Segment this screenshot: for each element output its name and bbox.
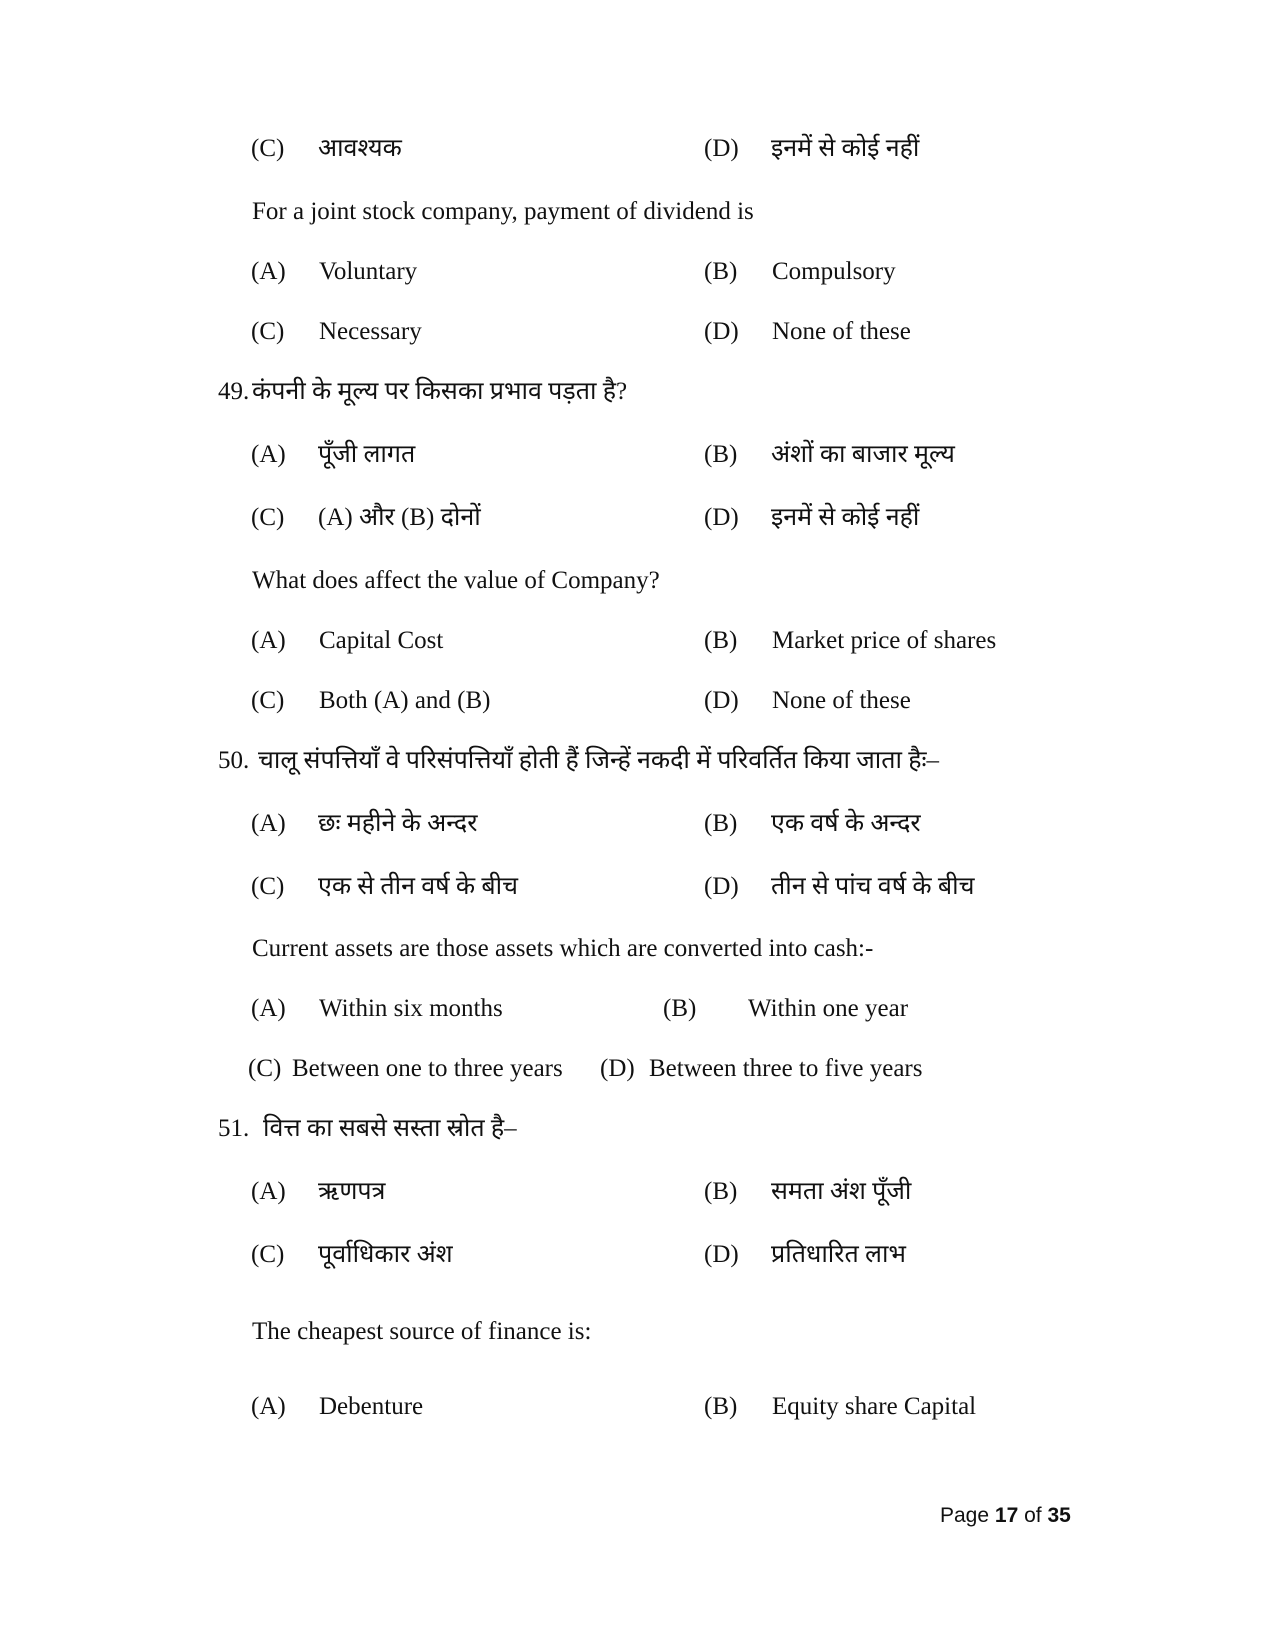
option-marker: (D) [704,1241,739,1268]
q48-en-option-b: Compulsory [772,258,896,285]
q49-hi-option-c: (A) और (B) दोनों [318,504,481,531]
q48-en-option-d: None of these [772,318,911,345]
option-marker: (B) [704,1393,738,1420]
q50-hi-option-c: एक से तीन वर्ष के बीच [318,873,518,900]
footer-total-pages: 35 [1047,1504,1071,1527]
footer-prefix: Page [940,1504,995,1527]
option-marker: (C) [251,1241,285,1268]
option-marker: (A) [251,441,286,468]
q49-hi-option-d: इनमें से कोई नहीं [771,504,920,531]
option-marker: (A) [251,258,286,285]
option-marker: (B) [704,1178,738,1205]
q51-hi-option-b: समता अंश पूँजी [771,1178,912,1205]
option-marker: (A) [251,627,286,654]
option-marker: (D) [704,687,739,714]
q49-en-stem: What does affect the value of Company? [252,567,660,594]
q49-en-option-a: Capital Cost [319,627,444,654]
q50-en-option-d: Between three to five years [649,1055,923,1082]
option-marker: (D) [704,318,739,345]
option-marker: (B) [704,441,738,468]
option-marker: (A) [251,1393,286,1420]
q49-hi-option-b: अंशों का बाजार मूल्य [771,441,955,468]
q48-hi-option-c: आवश्यक [318,135,402,162]
q49-en-option-b: Market price of shares [772,627,997,654]
q48-en-option-a: Voluntary [319,258,418,285]
q50-number: 50. [218,747,250,774]
q48-en-option-c: Necessary [319,318,422,345]
option-marker: (C) [251,687,285,714]
footer-middle: of [1018,1504,1048,1527]
option-marker: (D) [704,135,739,162]
q50-en-stem: Current assets are those assets which are converted into cash:- [252,935,874,962]
q50-en-option-c: Between one to three years [292,1055,563,1082]
option-marker: (B) [663,995,697,1022]
option-marker: (A) [251,810,286,837]
option-marker: (C) [251,318,285,345]
q48-hi-option-d: इनमें से कोई नहीं [771,135,920,162]
q50-hi-option-a: छः महीने के अन्दर [318,810,478,837]
option-marker: (C) [251,504,285,531]
option-marker: (C) [248,1055,282,1082]
q48-en-stem: For a joint stock company, payment of dividend is [252,198,754,225]
option-marker: (A) [251,1178,286,1205]
q49-en-option-d: None of these [772,687,911,714]
q50-hi-option-b: एक वर्ष के अन्दर [771,810,921,837]
q50-en-option-a: Within six months [319,995,503,1022]
q51-hi-stem: वित्त का सबसे सस्ता स्रोत है– [263,1115,517,1142]
q49-hi-stem: कंपनी के मूल्य पर किसका प्रभाव पड़ता है? [252,378,628,405]
q51-hi-option-c: पूर्वाधिकार अंश [318,1241,453,1268]
footer-current-page: 17 [994,1504,1019,1527]
option-marker: (C) [251,135,285,162]
q51-hi-option-a: ऋणपत्र [318,1178,386,1205]
q51-hi-option-d: प्रतिधारित लाभ [771,1241,907,1268]
q51-number: 51. [218,1115,250,1142]
option-marker: (B) [704,627,738,654]
q50-hi-option-d: तीन से पांच वर्ष के बीच [771,873,975,900]
option-marker: (D) [600,1055,635,1082]
option-marker: (A) [251,995,286,1022]
q50-hi-stem: चालू संपत्तियाँ वे परिसंपत्तियाँ होती हैं जिन्हें नकदी में परिवर्तित किया जाता हैः– [258,747,940,774]
q51-en-option-b: Equity share Capital [772,1393,977,1420]
option-marker: (B) [704,810,738,837]
option-marker: (D) [704,504,739,531]
option-marker: (C) [251,873,285,900]
page-footer [940,1504,1071,1528]
option-marker: (D) [704,873,739,900]
q49-en-option-c: Both (A) and (B) [319,687,491,714]
option-marker: (B) [704,258,738,285]
q50-en-option-b: Within one year [748,995,909,1022]
q49-number: 49. [218,378,250,405]
q51-en-option-a: Debenture [319,1393,424,1420]
q51-en-stem: The cheapest source of finance is: [252,1318,592,1345]
q49-hi-option-a: पूँजी लागत [318,441,416,468]
